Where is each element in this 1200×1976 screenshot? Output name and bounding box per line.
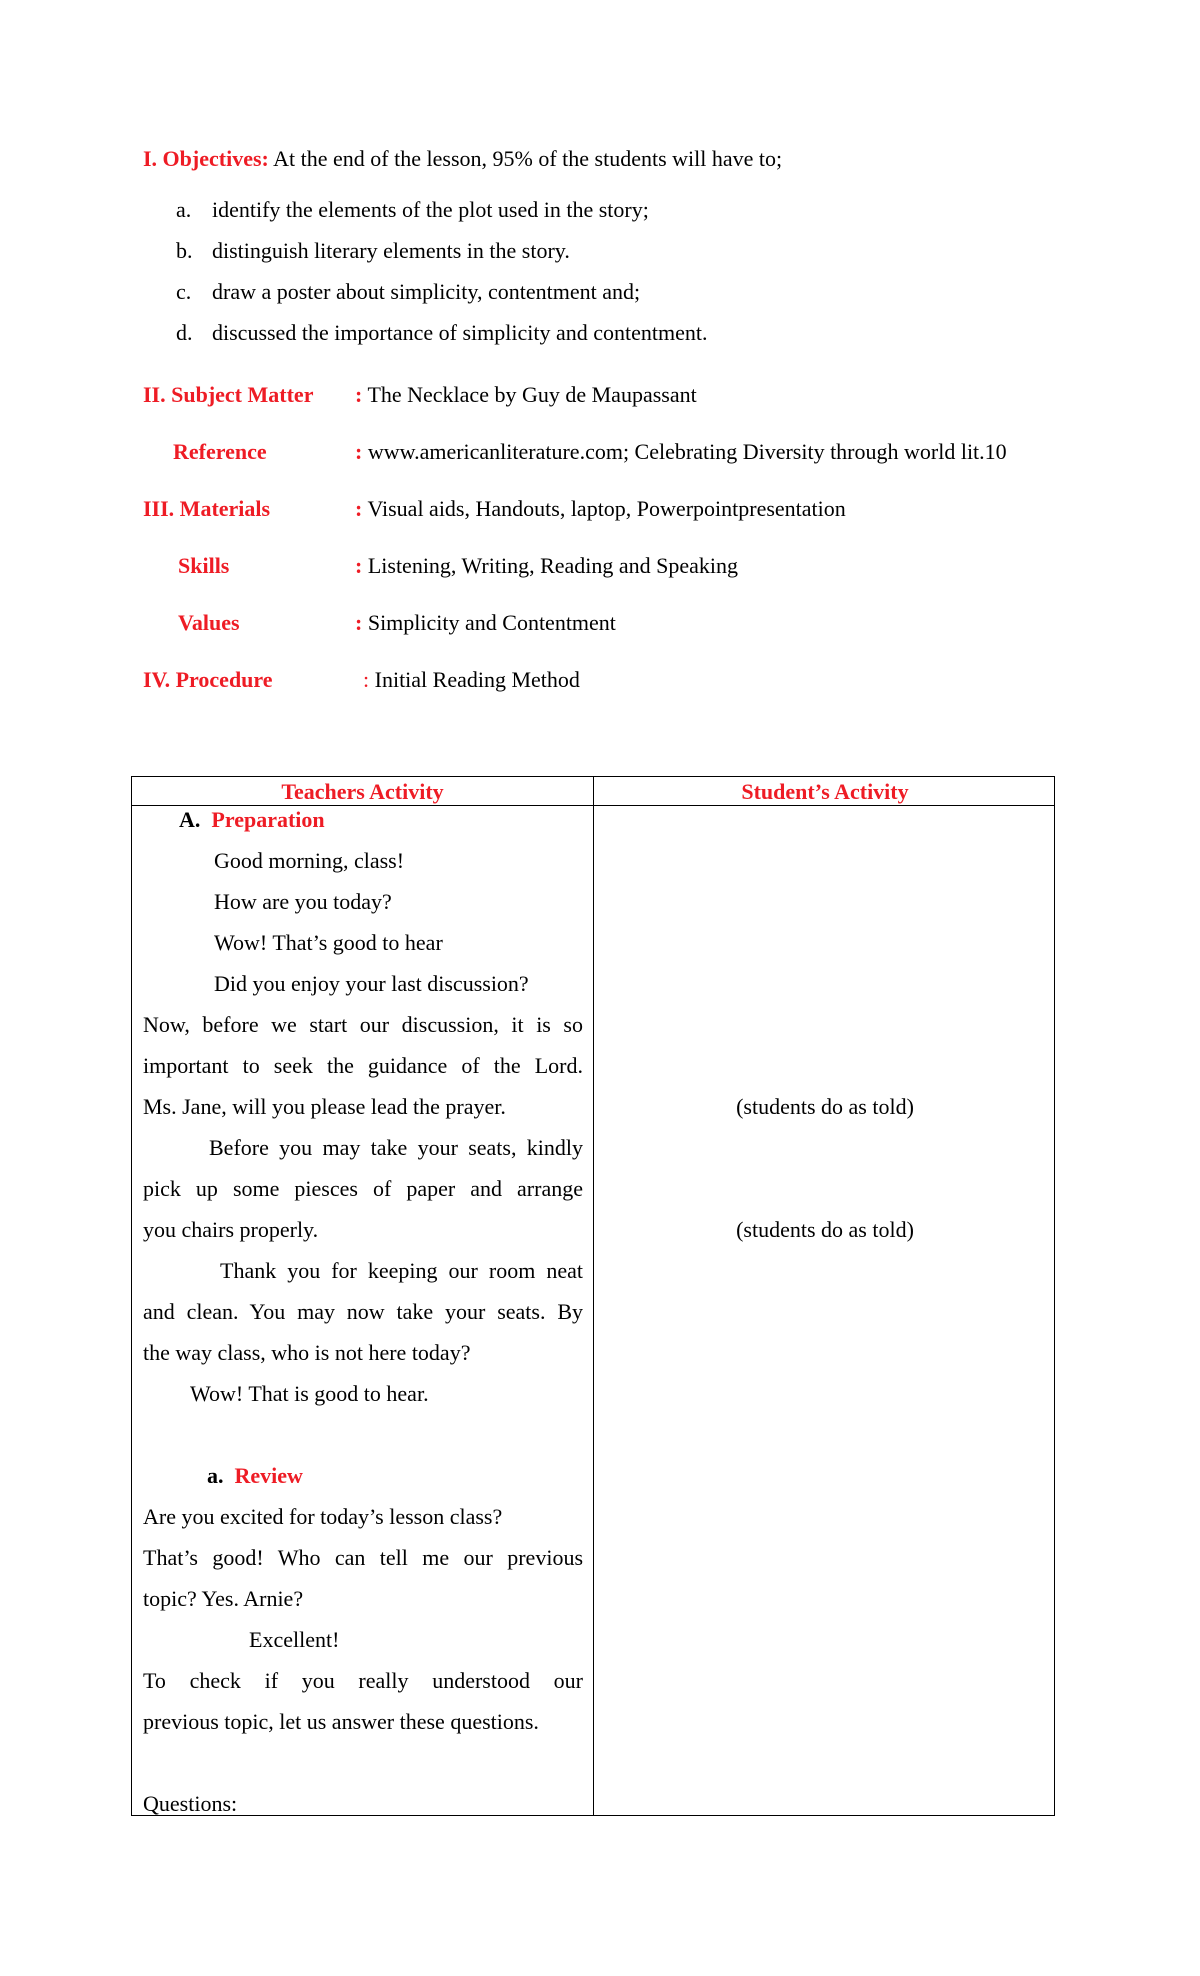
teacher-line: Good morning, class! bbox=[214, 848, 405, 873]
preparation-heading bbox=[179, 806, 619, 834]
procedure-value: : Initial Reading Method bbox=[363, 667, 580, 692]
list-item bbox=[176, 196, 708, 237]
review-line: Questions: bbox=[143, 1791, 238, 1816]
review-heading bbox=[207, 1462, 647, 1490]
teacher-line: Wow! That’s good to hear bbox=[214, 930, 443, 955]
student-response: (students do as told) bbox=[736, 1094, 914, 1119]
teacher-line: Ms. Jane, will you please lead the prayer. bbox=[143, 1094, 506, 1119]
list-item bbox=[176, 237, 708, 278]
teacher-line: How are you today? bbox=[214, 889, 392, 914]
review-label: Review bbox=[234, 1463, 303, 1488]
preparation-marker: A. bbox=[179, 807, 201, 832]
reference-label: Reference bbox=[173, 439, 267, 464]
preparation-label: Preparation bbox=[211, 807, 325, 832]
reference-value: : www.americanliterature.com; Celebrating Diversity through world lit.10 bbox=[355, 439, 1007, 464]
teacher-line: and clean. You may now take your seats. By bbox=[143, 1299, 583, 1324]
objectives-label: I. Objectives: bbox=[143, 146, 269, 171]
procedure-label: IV. Procedure bbox=[143, 667, 273, 692]
teacher-line: pick up some piesces of paper and arrange bbox=[143, 1176, 583, 1201]
list-item-text: distinguish literary elements in the story. bbox=[212, 238, 570, 263]
teacher-line: Wow! That is good to hear. bbox=[190, 1381, 429, 1406]
review-line: previous topic, let us answer these questions. bbox=[143, 1709, 539, 1734]
teacher-line: Before you may take your seats, kindly bbox=[209, 1135, 583, 1160]
objectives-heading bbox=[143, 145, 782, 173]
subject-matter-label: II. Subject Matter bbox=[143, 382, 314, 407]
list-item-text: discussed the importance of simplicity and contentment. bbox=[212, 320, 708, 345]
review-line: Are you excited for today’s lesson class? bbox=[143, 1504, 503, 1529]
skills-value: : Listening, Writing, Reading and Speaking bbox=[355, 553, 739, 578]
student-response: (students do as told) bbox=[736, 1217, 914, 1242]
list-item-text: identify the elements of the plot used in the story; bbox=[212, 197, 649, 222]
materials-value: : Visual aids, Handouts, laptop, Powerpointpresentation bbox=[355, 496, 846, 521]
list-marker: c. bbox=[176, 279, 192, 304]
review-marker: a. bbox=[207, 1463, 224, 1488]
list-marker: a. bbox=[176, 197, 192, 222]
review-line: That’s good! Who can tell me our previous bbox=[143, 1545, 583, 1570]
review-line: topic? Yes. Arnie? bbox=[143, 1586, 304, 1611]
list-item-text: draw a poster about simplicity, contentment and; bbox=[212, 279, 641, 304]
values-label: Values bbox=[178, 610, 240, 635]
activity-table bbox=[131, 776, 1055, 1816]
values-value: : Simplicity and Contentment bbox=[355, 610, 616, 635]
materials-label: III. Materials bbox=[143, 496, 271, 521]
skills-label: Skills bbox=[178, 553, 230, 578]
subject-matter-value: : The Necklace by Guy de Maupassant bbox=[355, 382, 697, 407]
list-item bbox=[176, 278, 708, 319]
list-item bbox=[176, 319, 708, 360]
review-line: To check if you really understood our bbox=[143, 1668, 583, 1693]
teacher-line: Did you enjoy your last discussion? bbox=[214, 971, 529, 996]
teacher-line: Thank you for keeping our room neat bbox=[220, 1258, 583, 1283]
objectives-intro: At the end of the lesson, 95% of the students will have to; bbox=[273, 146, 783, 171]
objectives-list bbox=[176, 196, 708, 360]
review-line: Excellent! bbox=[249, 1627, 340, 1652]
students-activity-header: Student’s Activity bbox=[741, 779, 909, 804]
teacher-line: important to seek the guidance of the Lord. bbox=[143, 1053, 583, 1078]
teacher-line: the way class, who is not here today? bbox=[143, 1340, 471, 1365]
list-marker: b. bbox=[176, 238, 193, 263]
teacher-line: you chairs properly. bbox=[143, 1217, 319, 1242]
teachers-activity-header: Teachers Activity bbox=[281, 779, 444, 804]
list-marker: d. bbox=[176, 320, 193, 345]
teacher-line: Now, before we start our discussion, it is so bbox=[143, 1012, 583, 1037]
